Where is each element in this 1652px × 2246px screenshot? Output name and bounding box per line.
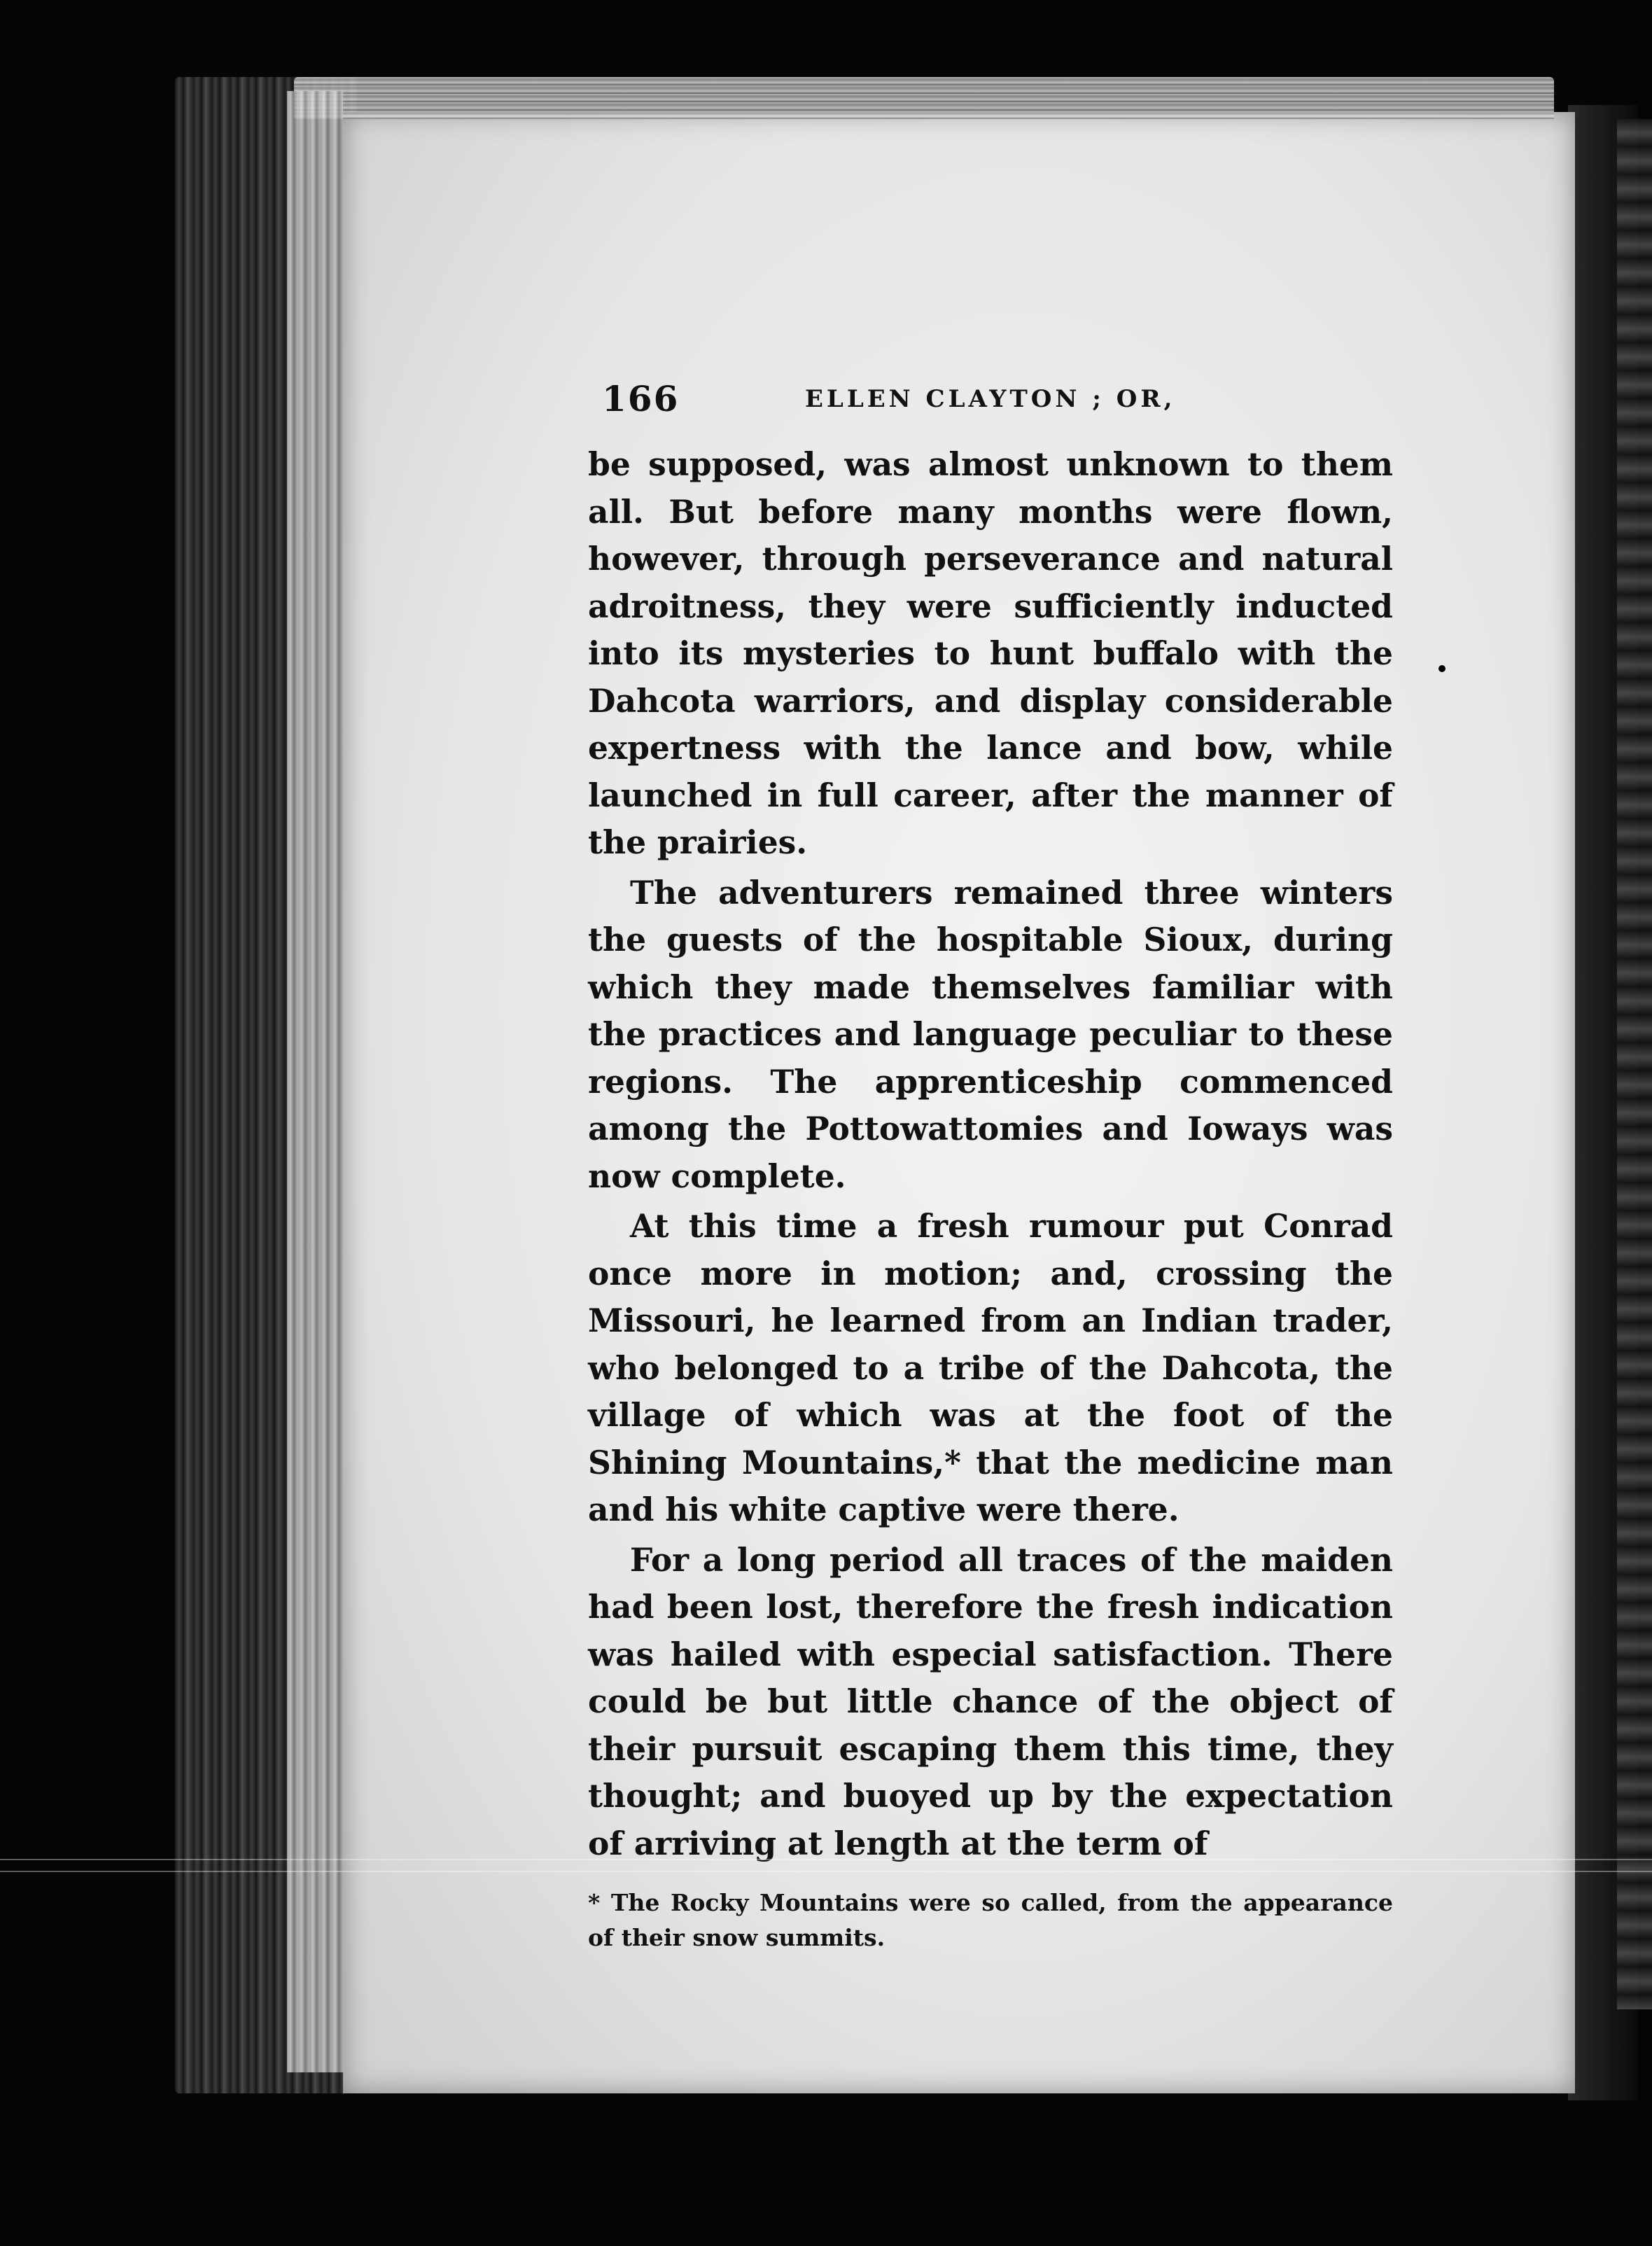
book-top-edges [294, 77, 1554, 119]
book-inner-edges [287, 91, 343, 2072]
book-right-pages [1617, 119, 1652, 2009]
running-title: ELLEN CLAYTON ; OR, [805, 385, 1176, 413]
footnote: * The Rocky Mountains were so called, from the appearance of their snow summits. [588, 1889, 1393, 1951]
paragraph: be supposed, was almost unknown to them all. But before many months were flown, however, through perseverance and natural adroitness, they were sufficiently inducted into its mysteries to hunt buffalo with the Dahcota warriors, and display considerable expertness with the lance and bow, while launched in full career, after the manner of the prairies. [588, 445, 1393, 861]
page-number: 166 [602, 378, 680, 419]
scan-artifact-line [0, 1871, 1652, 1872]
paragraph: At this time a fresh rumour put Conrad once more in motion; and, crossing the Missouri, he learned from an Indian trader, who belonged to a tribe of the Dahcota, the village of which was at the foot of the Shining Mountains,* that the medicine man and his white captive were there. [588, 1207, 1393, 1528]
scan-artifact-line [0, 1859, 1652, 1860]
ink-speck [1438, 665, 1446, 672]
running-head [588, 378, 1393, 434]
page-text-block [588, 378, 1393, 1955]
body-text [588, 441, 1393, 1867]
paragraph: For a long period all traces of the maiden had been lost, therefore the fresh indication was hailed with especial satisfaction. There could be but little chance of the object of their pursuit escaping them this time, they thought; and buoyed up by the expectation of arriving at length at the term of [588, 1540, 1393, 1862]
paragraph: The adventurers remained three winters the guests of the hospitable Sioux, during which they made themselves familiar with the practices and language peculiar to these regions. The apprenticeship commenced among the Pottowattomies and Ioways was now complete. [588, 873, 1393, 1195]
